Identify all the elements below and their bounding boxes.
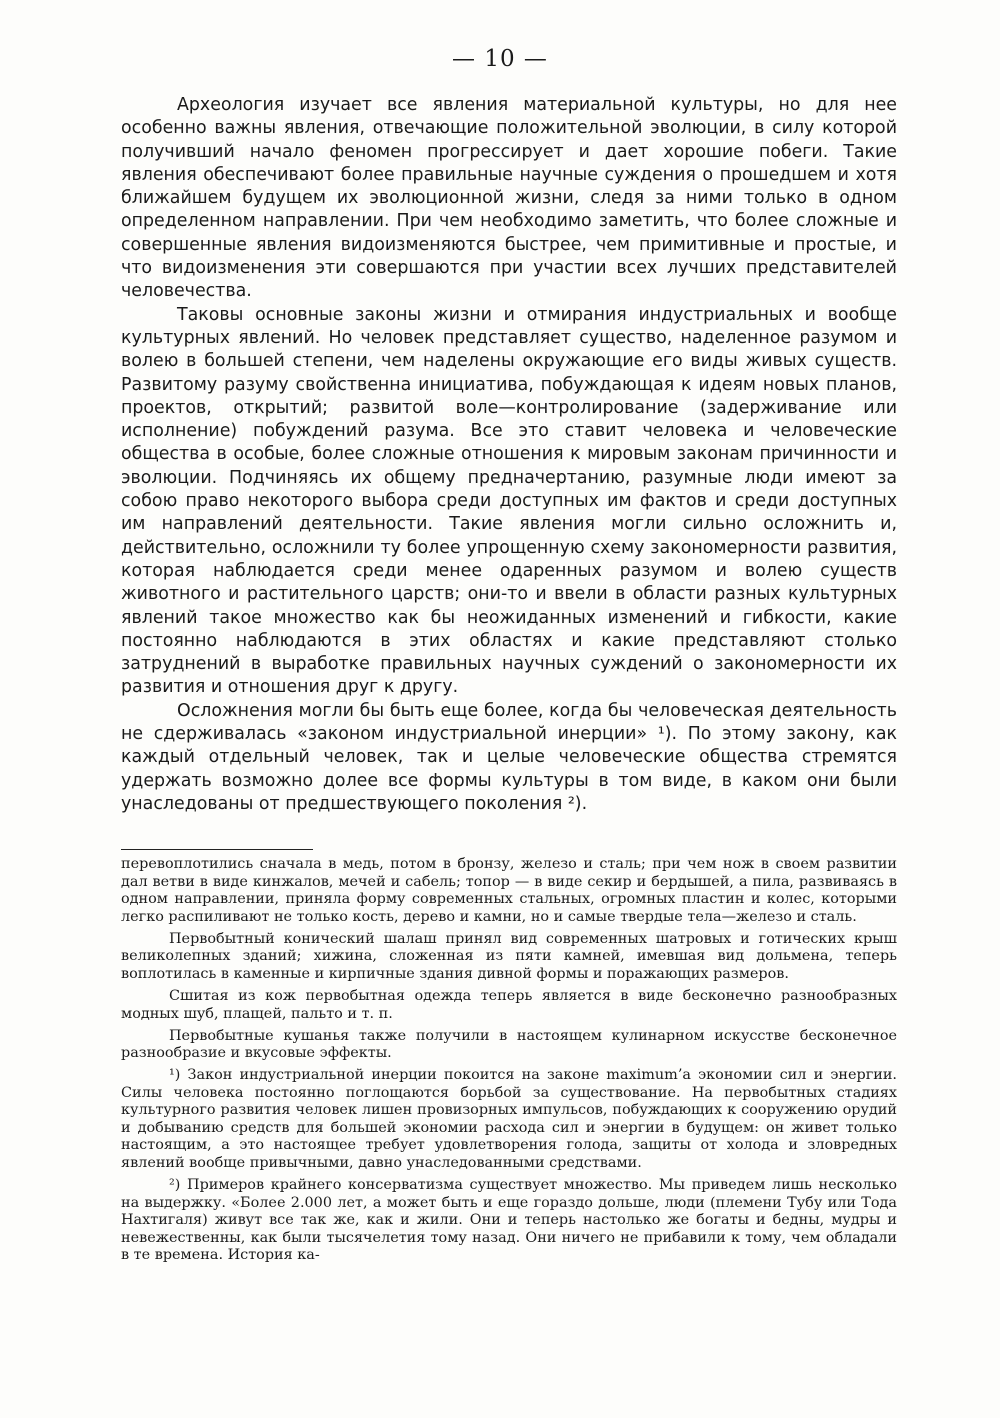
footnote-paragraph-food: Первобытные кушанья также получили в настоящем кулинарном искусстве бесконечное разнообразие и вкусовые эффекты.	[121, 1027, 897, 1062]
footnote-paragraph-clothing: Сшитая из кож первобытная одежда теперь является в виде бесконечно разнообразных модных шуб, плащей, пальто и т. п.	[121, 987, 897, 1022]
main-paragraph-1: Археология изучает все явления материальной культуры, но для нее особенно важны явления, отвечающие положительной эволюции, в силу которой получивший начало феномен прогрессирует и дает хорошие побеги. Такие явления обеспечивают более правильные научные суждения о прошедшем и хотя ближайшем будущем их эволюционной жизни, следя за ними только в одном определенном направлении. При чем необходимо заметить, что более сложные и совершенные явления видоизменяются быстрее, чем примитивные и простые, и что видоизменения эти совершаются при участии всех лучших представителей человечества.	[121, 95, 897, 302]
footnote-continuation: перевоплотились сначала в медь, потом в бронзу, железо и сталь; при чем нож в своем развитии дал ветви в виде кинжалов, мечей и сабель; топор — в виде секир и бердышей, а пила, развиваясь в одном направлении, приняла форму современных стальных, огромных пластин и колес, которыми легко распиливают не только кость, дерево и камни, но и самые твердые тела—железо и сталь.	[121, 856, 897, 925]
main-text	[121, 94, 897, 816]
page-number: — 10 —	[452, 46, 548, 72]
footnotes	[121, 856, 897, 1269]
main-paragraph-3: Осложнения могли бы быть еще более, когда бы человеческая деятельность не сдерживалась «законом индустриальной инерции» ¹). По этому закону, как каждый отдельный человек, так и целые человеческие общества стремятся удержать возможно долее все формы культуры в том виде, в каком они были унаследованы от предшествующего поколения ²).	[121, 700, 897, 814]
footnote-1: ¹) Закон индустриальной инерции покоится на законе maximum’а экономии сил и энергии. Силы человека постоянно поглощаются борьбой за существование. На первобытных стадиях культурного развития человек лишен провизорных импульсов, побуждающих к сооружению орудий и добыванию средств для большей экономии расхода сил и энергии в будущем: он живет только настоящим, а это настоящее требует удовлетворения голода, защиты от холода и зловредных явлений вообще привычными, давно унаследованными средствами.	[121, 1067, 897, 1172]
footnote-paragraph-shelter: Первобытный конический шалаш принял вид современных шатровых и готических крыш великолепных зданий; хижина, сложенная из пяти камней, имевшая вид дольмена, теперь воплотилась в каменные и кирпичные здания дивной формы и поражающих размеров.	[121, 930, 897, 982]
main-paragraph-2: Таковы основные законы жизни и отмирания индустриальных и вообще культурных явлений. Но человек представляет существо, наделенное разумом и волею в большей степени, чем наделены окружающие его виды живых существ. Развитому разуму свойственна инициатива, побуждающая к идеям новых планов, проектов, открытий; развитой воле—контролирование (задерживание или исполнение) побуждений разума. Все это ставит человека и человеческие общества в особые, более сложные отношения к мировым законам причинности и эволюции. Подчиняясь их общему предначертанию, разумные люди имеют за собою право некоторого выбора среди доступных им фактов и среди доступных им направлений деятельности. Такие явления могли сильно осложнить и, действительно, осложнили ту более упрощенную схему закономерности развития, которая наблюдается среди менее одаренных разумом и волею существ животного и растительного царств; они-то и ввели в области разных культурных явлений такое множество как бы неожиданных изменений и гибкости, какие постоянно наблюдаются в этих областях и какие представляют столько затруднений в выработке правильных научных суждений о закономерности их развития и отношения друг к другу.	[121, 304, 897, 698]
footnote-divider	[121, 849, 313, 850]
footnote-2: ²) Примеров крайнего консерватизма существует множество. Мы приведем лишь несколько на выдержку. «Более 2.000 лет, а может быть и еще гораздо дольше, люди (племени Тубу или Тода Нахтигаля) живут все так же, как и жили. Они и теперь настолько же богаты и бедны, мудры и невежественны, как были тысячелетия тому назад. Они ничего не прибавили к тому, чем обладали в те времена. История ка-	[121, 1177, 897, 1264]
